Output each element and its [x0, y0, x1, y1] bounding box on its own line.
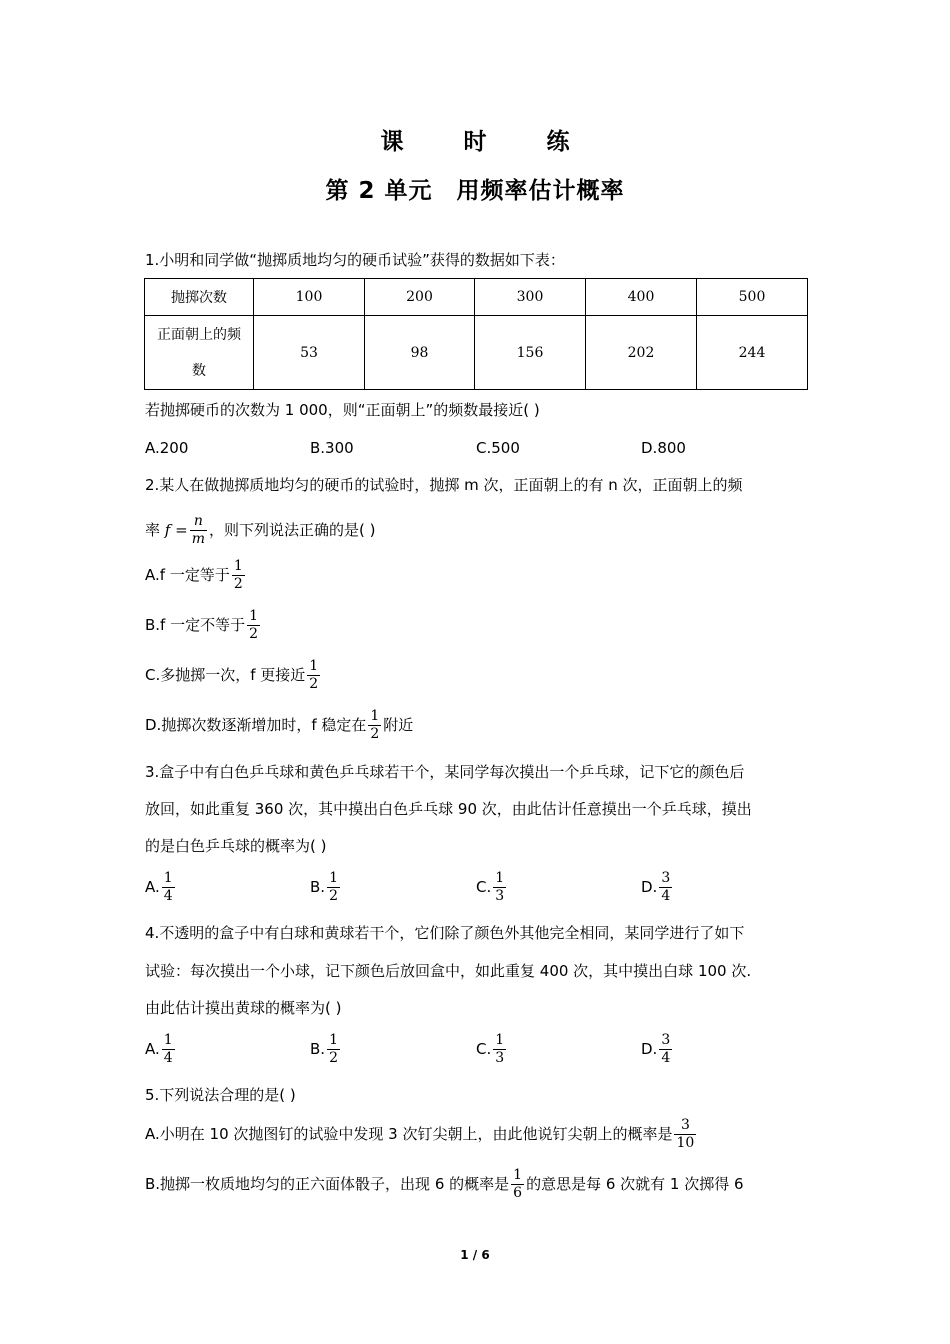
table-cell: 53 — [254, 316, 365, 390]
row-label-line1: 正面朝上的频 — [157, 326, 241, 343]
q5-option-b: B.抛掷一枚质地均匀的正六面体骰子，出现 6 的概率是 $\frac{1}{6}$ 的意思是每 6 次就有 1 次掷得 6 — [145, 1167, 744, 1201]
q4-line3: 由此估计摸出黄球的概率为( ) — [145, 999, 342, 1017]
q1-option-b: B.300 — [310, 439, 354, 457]
q3-option-a: A. $\frac{1}{4}$ — [145, 870, 173, 904]
table-cell: 244 — [697, 316, 808, 390]
q1-stem: 1.小明和同学做“抛掷质地均匀的硬币试验”获得的数据如下表： — [145, 251, 565, 269]
fraction: $\frac{3}{4}$ — [661, 870, 671, 904]
q3-option-c: C. $\frac{1}{3}$ — [476, 870, 505, 904]
fraction: $\frac{1}{3}$ — [495, 870, 505, 904]
q4-line1: 4.不透明的盒子中有白球和黄球若干个，它们除了颜色外其他完全相同，某同学进行了如下 — [145, 924, 745, 942]
q5-option-a: A.小明在 10 次抛图钉的试验中发现 3 次钉尖朝上，由此他说钉尖朝上的概率是 $\frac{3}{10}$ — [145, 1117, 695, 1151]
table-row — [145, 316, 808, 390]
table-cell: 156 — [475, 316, 586, 390]
q2-stem-line2: 率 f = $\frac{n}{m}$ ，则下列说法正确的是( ) — [145, 513, 376, 547]
unit-title: 第 2 单元 用频率估计概率 — [325, 178, 625, 204]
q2-option-b: B.f 一定不等于 $\frac{1}{2}$ — [145, 608, 259, 642]
q1-data-table — [144, 278, 808, 390]
page-number: 1 / 6 — [460, 1248, 490, 1262]
q3-option-b: B. $\frac{1}{2}$ — [310, 870, 338, 904]
fraction: $\frac{1}{4}$ — [163, 870, 173, 904]
table-cell: 200 — [365, 279, 475, 316]
fraction: $\frac{1}{2}$ — [309, 658, 319, 692]
q5-stem: 5.下列说法合理的是( ) — [145, 1086, 296, 1104]
fraction: $\frac{1}{2}$ — [329, 870, 338, 904]
q3-option-d: D. $\frac{3}{4}$ — [641, 870, 671, 904]
q4-option-d: D. $\frac{3}{4}$ — [641, 1032, 671, 1066]
table-cell: 400 — [586, 279, 697, 316]
fraction: $\frac{1}{2}$ — [233, 558, 243, 592]
q1-option-d: D.800 — [641, 439, 686, 457]
fraction: $\frac{1}{3}$ — [495, 1032, 505, 1066]
table-cell: 202 — [586, 316, 697, 390]
fraction: $\frac{1}{2}$ — [249, 608, 259, 642]
q2-stem-line1: 2.某人在做抛掷质地均匀的硬币的试验时，抛掷 m 次，正面朝上的有 n 次，正面朝上的频 — [145, 476, 743, 494]
q4-line2: 试验：每次摸出一个小球，记下颜色后放回盒中，如此重复 400 次，其中摸出白球 100 次. — [145, 962, 752, 980]
q4-option-b: B. $\frac{1}{2}$ — [310, 1032, 338, 1066]
q2-option-a: A.f 一定等于 $\frac{1}{2}$ — [145, 558, 243, 592]
table-cell: 300 — [475, 279, 586, 316]
table-cell: 100 — [254, 279, 365, 316]
fraction: $\frac{3}{10}$ — [676, 1117, 695, 1151]
q2-option-d: D.抛掷次数逐渐增加时，f 稳定在 $\frac{1}{2}$ 附近 — [145, 708, 414, 742]
page-title: 课 时 练 — [380, 129, 596, 155]
q4-option-a: A. $\frac{1}{4}$ — [145, 1032, 173, 1066]
table-cell: 98 — [365, 316, 475, 390]
table-row — [145, 279, 808, 316]
q4-option-c: C. $\frac{1}{3}$ — [476, 1032, 505, 1066]
q3-line2: 放回，如此重复 360 次，其中摸出白色乒乓球 90 次，由此估计任意摸出一个乒乓球，摸出 — [145, 800, 752, 818]
fraction: $\frac{1}{6}$ — [513, 1167, 523, 1201]
q2-option-c: C.多抛掷一次，f 更接近 $\frac{1}{2}$ — [145, 658, 319, 692]
fraction: $\frac{3}{4}$ — [661, 1032, 671, 1066]
q3-line3: 的是白色乒乓球的概率为( ) — [145, 837, 327, 855]
q3-line1: 3.盒子中有白色乒乓球和黄色乒乓球若干个，某同学每次摸出一个乒乓球，记下它的颜色后 — [145, 763, 745, 781]
fraction: $\frac{1}{2}$ — [329, 1032, 338, 1066]
q1-option-c: C.500 — [476, 439, 520, 457]
row-label-line2: 数 — [192, 362, 206, 379]
fraction: $\frac{1}{2}$ — [370, 708, 380, 742]
fraction: $\frac{1}{4}$ — [163, 1032, 173, 1066]
q1-option-a: A.200 — [145, 439, 189, 457]
table-cell: 500 — [697, 279, 808, 316]
table-header-cell: 抛掷次数 — [145, 279, 254, 316]
q1-question: 若抛掷硬币的次数为 1 000，则“正面朝上”的频数最接近( ) — [145, 401, 540, 419]
table-header-cell — [145, 316, 254, 390]
fraction: $\frac{n}{m}$ — [191, 513, 205, 547]
